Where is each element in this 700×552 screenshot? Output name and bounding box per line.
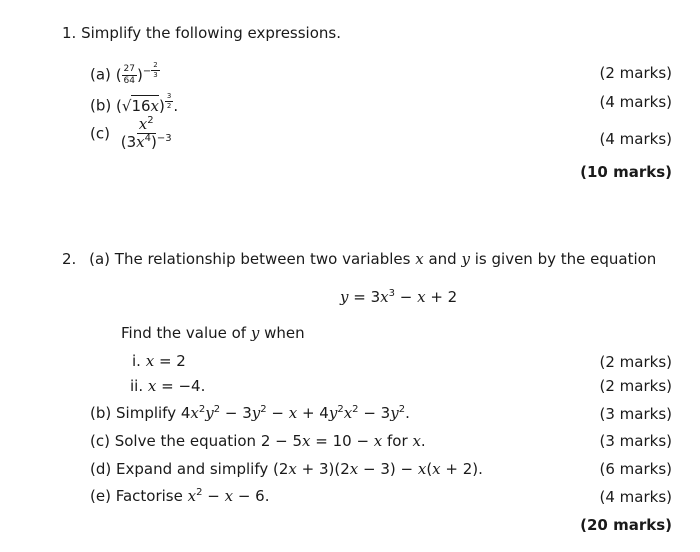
q1b-expression: (√16x) $^{\frac{3}{2}}$ . [116,92,179,115]
q2a-i-marks: (2 marks) [599,353,672,371]
q1a-marks: (2 marks) [599,64,672,82]
part-label: (b) [90,404,112,422]
q1c-expression: $\frac{x^2}{(3x^4)^{-3}}$ [120,115,172,151]
q2a-equation: $y = 3x^3 - x + 2$ [340,288,458,306]
q1b-marks: (4 marks) [599,93,672,111]
q2a-ii-marks: (2 marks) [599,377,672,395]
part-label: (a) [89,250,110,268]
part-label: (e) [90,487,111,505]
q2c-text: Solve the equation [114,432,257,450]
q2d-text: Expand and simplify [116,460,269,478]
q1b-item [90,93,178,115]
q2d-marks: (6 marks) [599,460,672,478]
q1-total-marks: (10 marks) [580,163,672,181]
part-label: (a) [90,65,111,84]
q1c-marks: (4 marks) [599,130,672,148]
question-1-heading [62,24,341,42]
part-label: (d) [90,460,112,478]
q2d-item: (d) Expand and simplify (2x + 3)(2x − 3) − x(x + 2). [90,460,483,478]
q1a-expression: ( $\frac{27}{64}$ )$^{- \frac{2}{3}}$ [115,61,158,86]
q2a-and: and [428,250,457,268]
q1a-item [90,62,160,86]
question-number: 1. [62,24,77,42]
q2a-i-item: i. x = 2 [132,352,186,370]
q2e-text: Factorise [115,487,183,505]
part-label: (c) [90,124,110,143]
var-x: x [415,250,424,268]
question-2-heading [62,250,656,268]
q2a-is-given: is given by the equation [474,250,657,268]
q2a-when-text: when [264,324,305,342]
subpart-label: ii. [130,377,144,395]
part-label: (b) [90,96,112,115]
q2c-marks: (3 marks) [599,432,672,450]
q2c-item: (c) Solve the equation 2 − 5x = 10 − x for x. [90,432,426,450]
question-number: 2. [62,250,77,268]
q2-total-marks: (20 marks) [580,516,672,534]
q2e-item: (e) Factorise $x^2 - x - 6$. [90,487,270,505]
q2a-ii-item: ii. x = −4. [130,377,206,395]
q1c-item [90,117,174,150]
q2b-text: Simplify [116,404,177,422]
q2a-intro: The relationship between two variables [114,250,411,268]
q2a-find-text: Find the value of [121,324,247,342]
q2b-item: (b) Simplify $4x^2y^2 - 3y^2 - x + 4y^2x^2 - 3y^2$. [90,404,410,422]
q2a-find: Find the value of y when [121,324,305,342]
subpart-label: i. [132,352,141,370]
var-y: y [461,250,470,268]
question-prompt: Simplify the following expressions. [81,24,341,42]
part-label: (c) [90,432,110,450]
q2b-marks: (3 marks) [599,405,672,423]
q2e-marks: (4 marks) [599,488,672,506]
q2c-for: for [387,432,408,450]
